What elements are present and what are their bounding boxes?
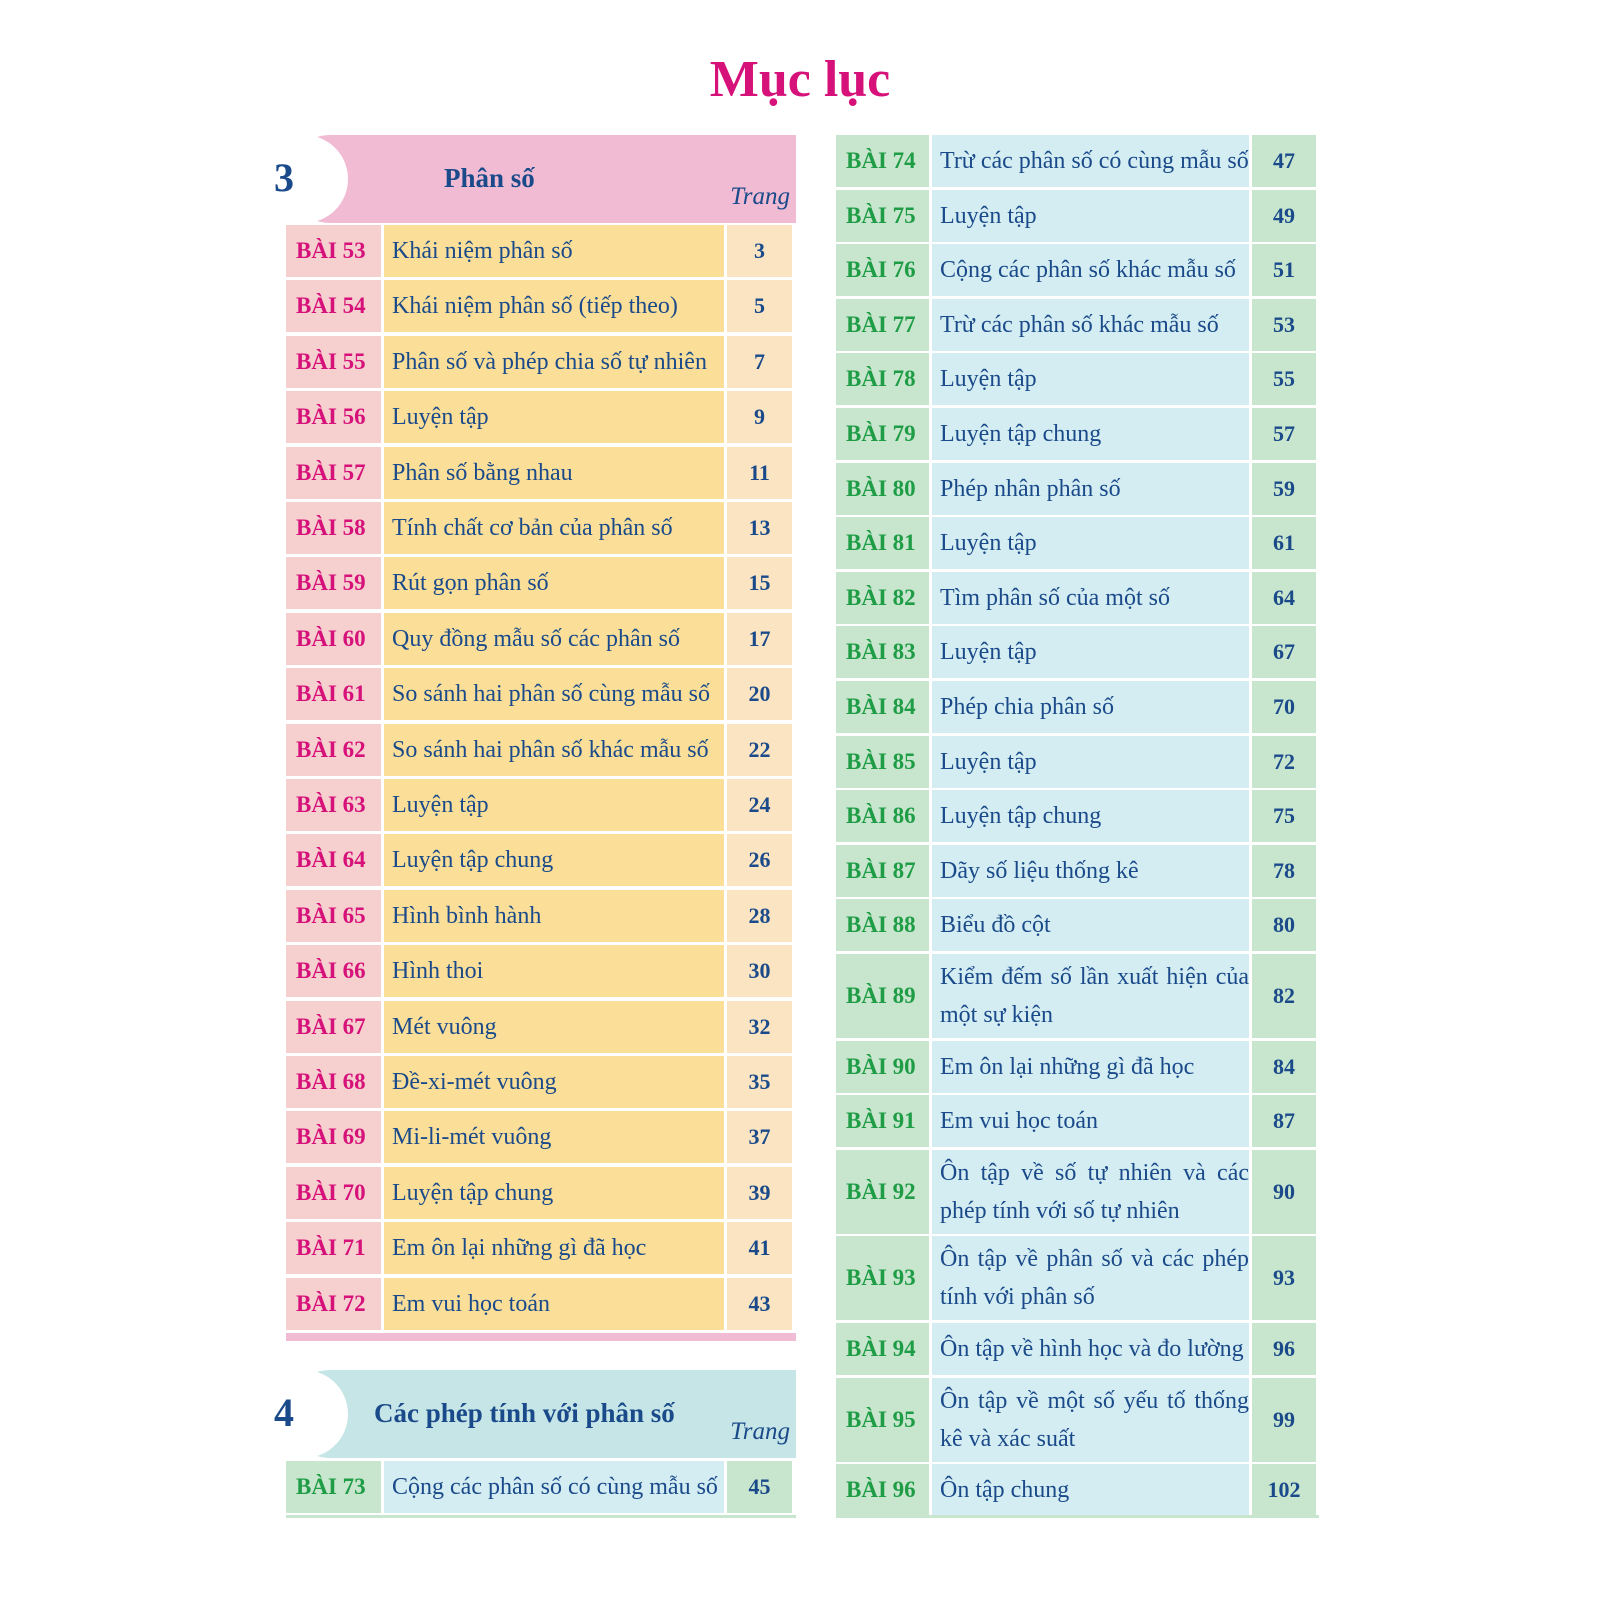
lesson-title: Luyện tập — [932, 626, 1249, 678]
lesson-number: BÀI 96 — [836, 1464, 929, 1516]
lesson-page: 53 — [1252, 299, 1316, 351]
lesson-page: 72 — [1252, 736, 1316, 788]
lesson-title: Ôn tập về phân số và các phép tính với phân số — [932, 1236, 1249, 1320]
lesson-page: 7 — [727, 336, 792, 388]
lesson-number: BÀI 91 — [836, 1095, 929, 1147]
section-4-page-header: Trang — [730, 1418, 790, 1445]
page-title: Mục lục — [709, 51, 891, 108]
lesson-title: Rút gọn phân số — [384, 557, 724, 609]
lesson-page: 64 — [1252, 572, 1316, 624]
lesson-page: 45 — [727, 1461, 792, 1513]
lesson-title: Tìm phân số của một số — [932, 572, 1249, 624]
section-4-number: 4 — [274, 1390, 294, 1435]
lesson-page: 80 — [1252, 899, 1316, 951]
lesson-row — [836, 190, 1316, 242]
lesson-page: 84 — [1252, 1041, 1316, 1093]
lesson-number: BÀI 75 — [836, 190, 929, 242]
lesson-title: Luyện tập — [932, 736, 1249, 788]
lesson-page: 67 — [1252, 626, 1316, 678]
lesson-row — [286, 1111, 795, 1163]
lesson-number: BÀI 55 — [286, 336, 381, 388]
lesson-title: Luyện tập chung — [932, 790, 1249, 842]
lesson-title: Dãy số liệu thống kê — [932, 845, 1249, 897]
lesson-row — [286, 890, 795, 942]
lesson-row — [836, 954, 1316, 1038]
lesson-title: Luyện tập — [932, 190, 1249, 242]
right-column-bottom-bar — [836, 1515, 1319, 1518]
lesson-page: 87 — [1252, 1095, 1316, 1147]
lesson-title: Mi-li-mét vuông — [384, 1111, 724, 1163]
lesson-title: Kiểm đếm số lần xuất hiện của một sự kiện — [932, 954, 1249, 1038]
lesson-row — [836, 408, 1316, 460]
lesson-page: 20 — [727, 668, 792, 720]
lesson-row — [286, 557, 795, 609]
lesson-page: 32 — [727, 1001, 792, 1053]
lesson-title: Khái niệm phân số — [384, 225, 724, 277]
lesson-row — [836, 1236, 1316, 1320]
lesson-row — [286, 1461, 795, 1513]
lesson-title: Ôn tập về một số yếu tố thống kê và xác suất — [932, 1378, 1249, 1462]
section-3-title: Phân số — [444, 163, 535, 193]
lesson-number: BÀI 67 — [286, 1001, 381, 1053]
lesson-row — [286, 1001, 795, 1053]
lesson-title: Em ôn lại những gì đã học — [384, 1222, 724, 1274]
lesson-row — [286, 1278, 795, 1330]
lesson-title: So sánh hai phân số cùng mẫu số — [384, 668, 724, 720]
lesson-number: BÀI 80 — [836, 463, 929, 515]
section-3-header — [286, 135, 796, 223]
lesson-number: BÀI 63 — [286, 779, 381, 831]
lesson-page: 47 — [1252, 135, 1316, 187]
lesson-title: Mét vuông — [384, 1001, 724, 1053]
lesson-row — [286, 779, 795, 831]
lesson-number: BÀI 88 — [836, 899, 929, 951]
lesson-page: 96 — [1252, 1323, 1316, 1375]
lesson-number: BÀI 72 — [286, 1278, 381, 1330]
lesson-row — [836, 736, 1316, 788]
lesson-page: 15 — [727, 557, 792, 609]
lesson-row — [836, 1150, 1316, 1234]
section-4-header — [286, 1370, 796, 1458]
lesson-page: 59 — [1252, 463, 1316, 515]
lesson-page: 37 — [727, 1111, 792, 1163]
lesson-row — [836, 899, 1316, 951]
lesson-title: Quy đồng mẫu số các phân số — [384, 613, 724, 665]
lesson-row — [836, 1378, 1316, 1462]
lesson-number: BÀI 79 — [836, 408, 929, 460]
lesson-row — [286, 613, 795, 665]
lesson-page: 22 — [727, 724, 792, 776]
lesson-page: 43 — [727, 1278, 792, 1330]
lesson-row — [286, 225, 795, 277]
lesson-title: Luyện tập — [932, 517, 1249, 569]
lesson-row — [286, 447, 795, 499]
lesson-number: BÀI 85 — [836, 736, 929, 788]
section-3-page-header: Trang — [730, 183, 790, 210]
lesson-row — [286, 1222, 795, 1274]
lesson-number: BÀI 58 — [286, 502, 381, 554]
lesson-page: 49 — [1252, 190, 1316, 242]
lesson-number: BÀI 84 — [836, 681, 929, 733]
lesson-title: Cộng các phân số khác mẫu số — [932, 244, 1249, 296]
lesson-title: Em ôn lại những gì đã học — [932, 1041, 1249, 1093]
lesson-page: 55 — [1252, 353, 1316, 405]
lesson-page: 30 — [727, 945, 792, 997]
lesson-row — [836, 463, 1316, 515]
lesson-number: BÀI 54 — [286, 280, 381, 332]
lesson-number: BÀI 62 — [286, 724, 381, 776]
lesson-title: Biểu đồ cột — [932, 899, 1249, 951]
lesson-number: BÀI 82 — [836, 572, 929, 624]
section-4-title: Các phép tính với phân số — [374, 1398, 675, 1428]
lesson-page: 99 — [1252, 1378, 1316, 1462]
lesson-number: BÀI 87 — [836, 845, 929, 897]
lesson-title: Hình thoi — [384, 945, 724, 997]
lesson-row — [836, 353, 1316, 405]
lesson-row — [836, 790, 1316, 842]
lesson-title: Luyện tập chung — [384, 1167, 724, 1219]
lesson-page: 102 — [1252, 1464, 1316, 1516]
lesson-number: BÀI 86 — [836, 790, 929, 842]
lesson-title: Hình bình hành — [384, 890, 724, 942]
lesson-title: Em vui học toán — [384, 1278, 724, 1330]
lesson-row — [836, 845, 1316, 897]
lesson-row — [836, 626, 1316, 678]
lesson-title: Luyện tập chung — [384, 834, 724, 886]
lesson-row — [836, 572, 1316, 624]
lesson-row — [286, 502, 795, 554]
lesson-page: 5 — [727, 280, 792, 332]
lesson-number: BÀI 57 — [286, 447, 381, 499]
lesson-title: Luyện tập — [932, 353, 1249, 405]
lesson-number: BÀI 71 — [286, 1222, 381, 1274]
lesson-number: BÀI 60 — [286, 613, 381, 665]
lesson-number: BÀI 59 — [286, 557, 381, 609]
lesson-title: Đề-xi-mét vuông — [384, 1056, 724, 1108]
lesson-page: 82 — [1252, 954, 1316, 1038]
lesson-title: Khái niệm phân số (tiếp theo) — [384, 280, 724, 332]
lesson-number: BÀI 76 — [836, 244, 929, 296]
lesson-number: BÀI 95 — [836, 1378, 929, 1462]
lesson-page: 39 — [727, 1167, 792, 1219]
lesson-page: 70 — [1252, 681, 1316, 733]
lesson-number: BÀI 69 — [286, 1111, 381, 1163]
lesson-row — [836, 1464, 1316, 1516]
lesson-title: Luyện tập — [384, 391, 724, 443]
lesson-number: BÀI 70 — [286, 1167, 381, 1219]
lesson-page: 24 — [727, 779, 792, 831]
lesson-title: Ôn tập về hình học và đo lường — [932, 1323, 1249, 1375]
lesson-row — [286, 280, 795, 332]
lesson-title: Cộng các phân số có cùng mẫu số — [384, 1461, 724, 1513]
lesson-title: Ôn tập về số tự nhiên và các phép tính với số tự nhiên — [932, 1150, 1249, 1234]
lesson-number: BÀI 83 — [836, 626, 929, 678]
lesson-row — [286, 945, 795, 997]
lesson-row — [286, 1056, 795, 1108]
lesson-page: 75 — [1252, 790, 1316, 842]
lesson-title: Phép nhân phân số — [932, 463, 1249, 515]
lesson-title: Phép chia phân số — [932, 681, 1249, 733]
lesson-page: 26 — [727, 834, 792, 886]
lesson-row — [286, 1167, 795, 1219]
section-3-bottom-bar — [286, 1333, 796, 1341]
lesson-number: BÀI 73 — [286, 1461, 381, 1513]
lesson-row — [836, 681, 1316, 733]
lesson-number: BÀI 92 — [836, 1150, 929, 1234]
lesson-title: Tính chất cơ bản của phân số — [384, 502, 724, 554]
lesson-number: BÀI 89 — [836, 954, 929, 1038]
section-4-bottom-bar — [286, 1515, 796, 1518]
lesson-page: 61 — [1252, 517, 1316, 569]
lesson-page: 9 — [727, 391, 792, 443]
lesson-number: BÀI 56 — [286, 391, 381, 443]
lesson-row — [286, 834, 795, 886]
lesson-number: BÀI 78 — [836, 353, 929, 405]
lesson-number: BÀI 81 — [836, 517, 929, 569]
lesson-page: 78 — [1252, 845, 1316, 897]
lesson-title: Phân số bằng nhau — [384, 447, 724, 499]
lesson-title: Luyện tập chung — [932, 408, 1249, 460]
lesson-row — [836, 517, 1316, 569]
lesson-number: BÀI 65 — [286, 890, 381, 942]
lesson-page: 57 — [1252, 408, 1316, 460]
lesson-title: Trừ các phân số khác mẫu số — [932, 299, 1249, 351]
lesson-page: 28 — [727, 890, 792, 942]
lesson-number: BÀI 68 — [286, 1056, 381, 1108]
lesson-row — [286, 391, 795, 443]
lesson-number: BÀI 77 — [836, 299, 929, 351]
lesson-row — [286, 336, 795, 388]
lesson-number: BÀI 90 — [836, 1041, 929, 1093]
lesson-row — [836, 1095, 1316, 1147]
lesson-page: 93 — [1252, 1236, 1316, 1320]
lesson-row — [836, 244, 1316, 296]
lesson-number: BÀI 74 — [836, 135, 929, 187]
lesson-title: So sánh hai phân số khác mẫu số — [384, 724, 724, 776]
lesson-number: BÀI 66 — [286, 945, 381, 997]
lesson-title: Phân số và phép chia số tự nhiên — [384, 336, 724, 388]
lesson-number: BÀI 93 — [836, 1236, 929, 1320]
section-3-number: 3 — [274, 155, 294, 200]
lesson-number: BÀI 94 — [836, 1323, 929, 1375]
lesson-page: 35 — [727, 1056, 792, 1108]
lesson-row — [836, 1041, 1316, 1093]
lesson-row — [286, 668, 795, 720]
lesson-title: Ôn tập chung — [932, 1464, 1249, 1516]
lesson-page: 51 — [1252, 244, 1316, 296]
lesson-row — [286, 724, 795, 776]
lesson-title: Em vui học toán — [932, 1095, 1249, 1147]
lesson-number: BÀI 61 — [286, 668, 381, 720]
lesson-title: Trừ các phân số có cùng mẫu số — [932, 135, 1249, 187]
lesson-page: 17 — [727, 613, 792, 665]
lesson-page: 13 — [727, 502, 792, 554]
lesson-page: 3 — [727, 225, 792, 277]
lesson-row — [836, 135, 1316, 187]
lesson-page: 90 — [1252, 1150, 1316, 1234]
lesson-number: BÀI 53 — [286, 225, 381, 277]
lesson-number: BÀI 64 — [286, 834, 381, 886]
lesson-title: Luyện tập — [384, 779, 724, 831]
lesson-row — [836, 299, 1316, 351]
lesson-row — [836, 1323, 1316, 1375]
lesson-page: 11 — [727, 447, 792, 499]
lesson-page: 41 — [727, 1222, 792, 1274]
